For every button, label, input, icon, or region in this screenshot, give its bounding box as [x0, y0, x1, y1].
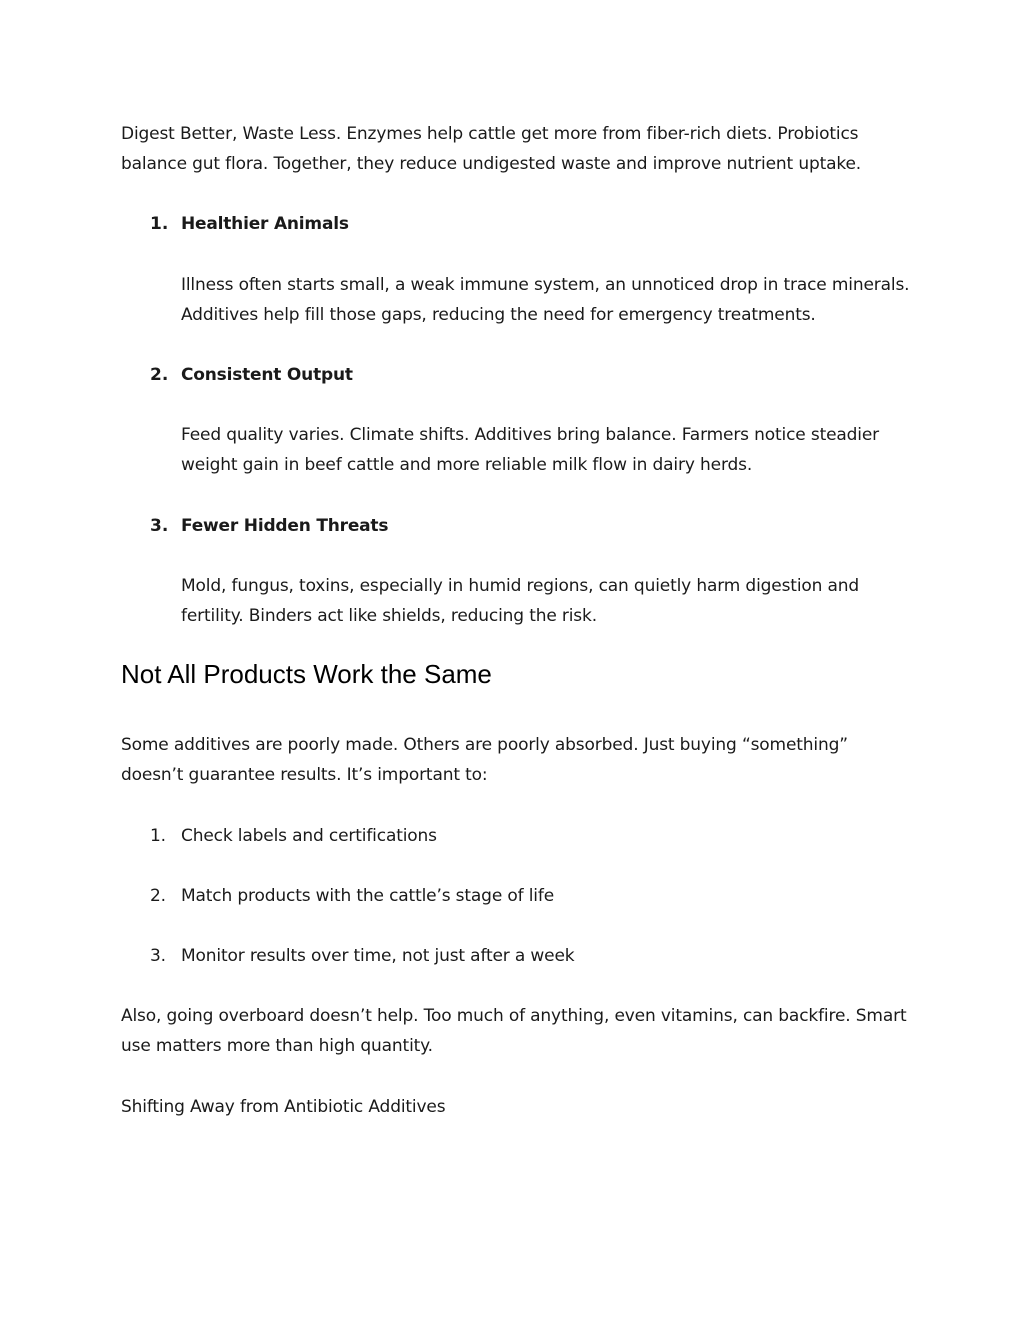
- step-number: 3.: [150, 946, 166, 967]
- benefit-number: 1.: [150, 214, 169, 235]
- closing-paragraph: Also, going overboard doesn’t help. Too much of anything, even vitamins, can backfire. Smart use matters more than high quantity.: [121, 1006, 907, 1057]
- step-number: 1.: [150, 825, 166, 846]
- benefit-body: Mold, fungus, toxins, especially in humid regions, can quietly harm digestion and fertility. Binders act like shields, reducing the risk.: [181, 575, 860, 627]
- benefit-item: [121, 360, 911, 481]
- document-content: [121, 119, 911, 1122]
- intro-paragraph: Digest Better, Waste Less. Enzymes help cattle get more from fiber-rich diets. Probiotics balance gut flora. Together, they reduce undigested waste and improve nutrient uptake.: [121, 124, 862, 175]
- step-text: Match products with the cattle’s stage of life: [181, 885, 555, 906]
- benefit-title: Consistent Output: [181, 365, 353, 386]
- benefit-item: [121, 209, 911, 330]
- benefit-body: Feed quality varies. Climate shifts. Additives bring balance. Farmers notice steadier weight gain in beef cattle and more reliable milk flow in dairy herds.: [181, 425, 880, 476]
- benefit-number: 2.: [150, 365, 169, 386]
- step-item: [121, 821, 911, 851]
- step-number: 2.: [150, 885, 166, 906]
- benefit-number: 3.: [150, 515, 169, 536]
- section-heading: Not All Products Work the Same: [121, 659, 492, 690]
- step-text: Check labels and certifications: [181, 825, 437, 846]
- step-text: Monitor results over time, not just after a week: [181, 946, 575, 967]
- steps-list: [121, 821, 911, 972]
- benefits-list: [121, 209, 911, 631]
- benefit-item: [121, 511, 911, 632]
- step-item: [121, 881, 911, 911]
- benefit-body: Illness often starts small, a weak immune system, an unnoticed drop in trace minerals. Additives help fill those gaps, reducing the need for emergency treatments.: [181, 274, 910, 325]
- step-item: [121, 941, 911, 971]
- section-intro-paragraph: Some additives are poorly made. Others are poorly absorbed. Just buying “something” doesn’t guarantee results. It’s important to:: [121, 735, 848, 786]
- benefit-title: Fewer Hidden Threats: [181, 515, 389, 536]
- benefit-title: Healthier Animals: [181, 214, 349, 235]
- next-section-label: Shifting Away from Antibiotic Additives: [121, 1096, 446, 1117]
